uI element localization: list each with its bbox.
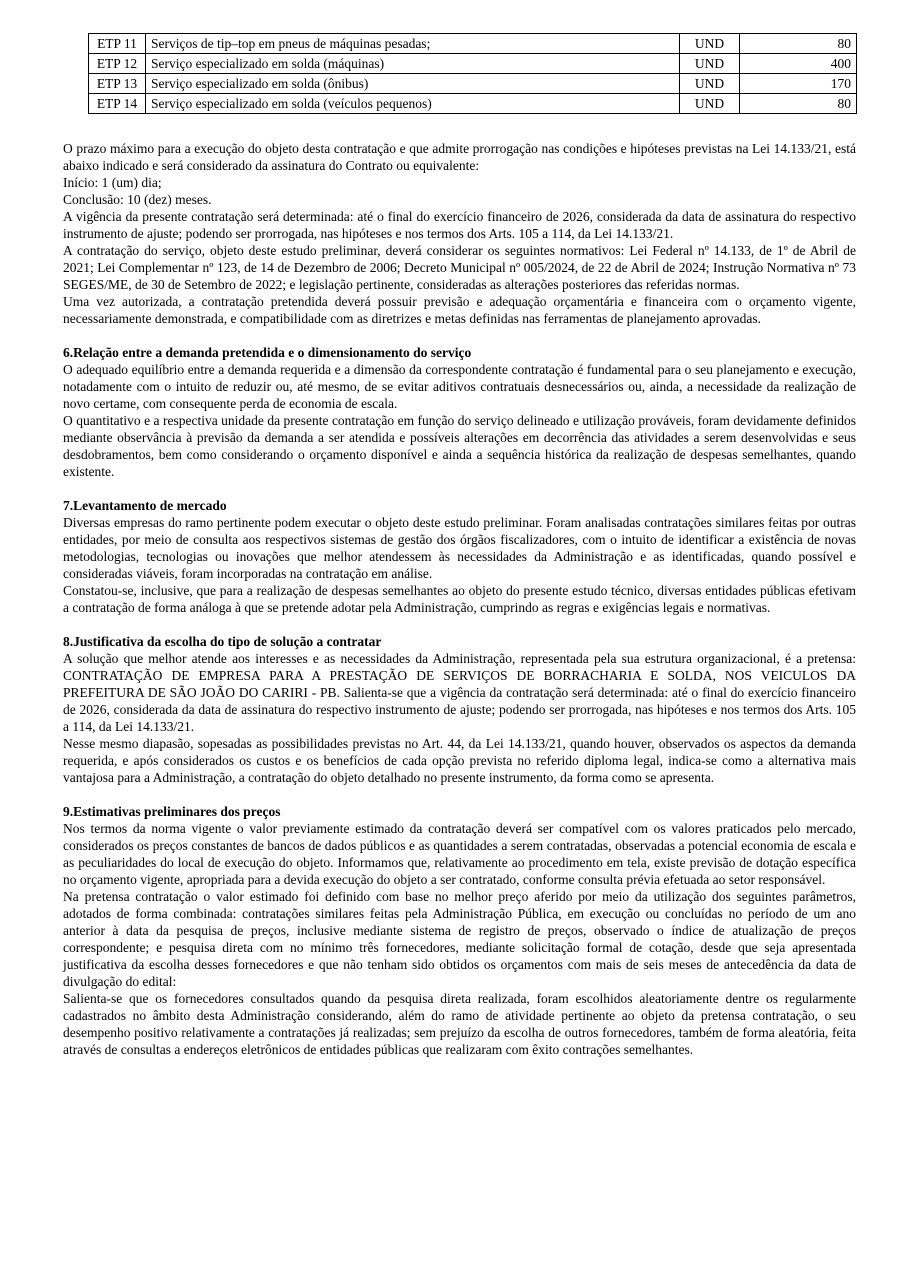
table-row [89, 54, 857, 74]
etp-items-table [88, 33, 857, 114]
cell-item-code: ETP 13 [89, 74, 146, 94]
paragraph: A solução que melhor atende aos interesses e as necessidades da Administração, representada pela sua estrutura organizacional, é a pretensa: CONTRATAÇÃO DE EMPRESA PARA A PRESTAÇÃO DE SERVIÇOS DE BORRACHARIA E SOLDA, NOS VEICULOS DA PREFEITURA DE SÃO JOÃO DO CARIRI - PB. Salienta-se que a vigência da contratação será determinada: até o final do exercício financeiro de 2026, considerada da data de assinatura do respectivo instrumento de ajuste; podendo ser prorrogada, nas hipóteses e nos termos dos Arts. 105 a 114, da Lei 14.133/21. [63, 651, 856, 734]
cell-item-code: ETP 12 [89, 54, 146, 74]
document-body [63, 140, 856, 1058]
table-row [89, 94, 857, 114]
cell-item-code: ETP 14 [89, 94, 146, 114]
cell-unit: UND [680, 54, 740, 74]
paragraph: Nesse mesmo diapasão, sopesadas as possibilidades previstas no Art. 44, da Lei 14.133/21, quando houver, observados os aspectos da demanda requerida, e após considerados os custos e os benefícios de cada opção prevista no referido diploma legal, indica-se como a alternativa mais vantajosa para a Administração, a contratação do objeto detalhado no presente instrumento, da forma como se apresenta. [63, 736, 856, 785]
cell-description: Serviço especializado em solda (ônibus) [146, 74, 680, 94]
section-heading: 9.Estimativas preliminares dos preços [63, 804, 281, 819]
paragraph: Início: 1 (um) dia; [63, 175, 162, 190]
paragraph: Constatou-se, inclusive, que para a realização de despesas semelhantes ao objeto do presente estudo técnico, diversas entidades públicas efetivam a contratação de forma análoga à que se pretende adotar pela Administração, cumprindo as regras e exigências legais e normativas. [63, 583, 856, 615]
cell-quantity: 400 [740, 54, 857, 74]
cell-quantity: 170 [740, 74, 857, 94]
cell-item-code: ETP 11 [89, 34, 146, 54]
cell-unit: UND [680, 74, 740, 94]
paragraph: Diversas empresas do ramo pertinente podem executar o objeto deste estudo preliminar. Foram analisadas contratações similares feitas por outras entidades, por meio de consulta aos respectivos sistemas de gestão dos órgãos fiscalizadores, com o intuito de identificar a existência de novas metodologias, tecnologias ou inovações que melhor atendessem às necessidades da Administração e as identificadas, quando possível e consideradas viáveis, foram incorporadas na contratação em análise. [63, 515, 856, 581]
table-row [89, 74, 857, 94]
paragraph: A vigência da presente contratação será determinada: até o final do exercício financeiro de 2026, considerada da data de assinatura do respectivo instrumento de ajuste; podendo ser prorrogada, nas hipóteses e nos termos dos Arts. 105 a 114, da Lei 14.133/21. [63, 209, 856, 241]
paragraph: Uma vez autorizada, a contratação pretendida deverá possuir previsão e adequação orçamentária e financeira com o orçamento vigente, necessariamente demonstrada, e compatibilidade com as diretrizes e metas definidas nas ferramentas de planejamento aprovadas. [63, 294, 856, 326]
section-heading: 7.Levantamento de mercado [63, 498, 227, 513]
cell-description: Serviço especializado em solda (veículos pequenos) [146, 94, 680, 114]
paragraph: Conclusão: 10 (dez) meses. [63, 192, 212, 207]
cell-unit: UND [680, 34, 740, 54]
cell-description: Serviços de tip–top em pneus de máquinas pesadas; [146, 34, 680, 54]
cell-unit: UND [680, 94, 740, 114]
paragraph: O quantitativo e a respectiva unidade da presente contratação em função do serviço delineado e utilização prováveis, foram devidamente definidos mediante observância à previsão da demanda a ser atendida e possíveis alterações em decorrência das atividades a serem desenvolvidas e seus desdobramentos, bem como considerando o orçamento disponível e ainda a sequência histórica da realização de despesas semelhantes, quando existente. [63, 413, 856, 479]
cell-description: Serviço especializado em solda (máquinas) [146, 54, 680, 74]
paragraph: O prazo máximo para a execução do objeto desta contratação e que admite prorrogação nas condições e hipóteses previstas na Lei 14.133/21, está abaixo indicado e será considerado da assinatura do Contrato ou equivalente: [63, 141, 856, 173]
section-heading: 6.Relação entre a demanda pretendida e o dimensionamento do serviço [63, 345, 472, 360]
section-heading: 8.Justificativa da escolha do tipo de solução a contratar [63, 634, 382, 649]
paragraph: O adequado equilíbrio entre a demanda requerida e a dimensão da correspondente contratação é fundamental para o seu planejamento e execução, notadamente com o intuito de reduzir ou, até mesmo, de se evitar aditivos contratuais desnecessários ou, ainda, a necessidade da realização de novo certame, com consequente perda de economia de escala. [63, 362, 856, 411]
cell-quantity: 80 [740, 34, 857, 54]
cell-quantity: 80 [740, 94, 857, 114]
etp-table-body [89, 34, 857, 114]
paragraph: Salienta-se que os fornecedores consultados quando da pesquisa direta realizada, foram escolhidos aleatoriamente dentre os regularmente cadastrados no âmbito desta Administração considerando, além do ramo de atividade pertinente ao objeto da pretensa contratação, o seu desempenho positivo relativamente a contratações já realizadas; sem prejuízo da escolha de outros fornecedores, também de forma aleatória, feita através de consultas a endereços eletrônicos de entidades públicas que realizaram com êxito contrações semelhantes. [63, 991, 856, 1057]
paragraph: Na pretensa contratação o valor estimado foi definido com base no melhor preço aferido por meio da utilização dos seguintes parâmetros, adotados de forma combinada: contratações similares feitas pela Administração Pública, em execução ou concluídas no período de um ano anterior à data da pesquisa de preços, inclusive mediante sistema de registro de preços, observado o índice de atualização de preços correspondente; e pesquisa direta com no mínimo três fornecedores, mediante solicitação formal de cotação, desde que seja apresentada justificativa da escolha desses fornecedores e que não tenham sido obtidos os orçamentos com mais de seis meses de antecedência da data de divulgação do edital: [63, 889, 856, 989]
table-row [89, 34, 857, 54]
paragraph: A contratação do serviço, objeto deste estudo preliminar, deverá considerar os seguintes normativos: Lei Federal nº 14.133, de 1º de Abril de 2021; Lei Complementar nº 123, de 14 de Dezembro de 2006; Decreto Municipal nº 005/2024, de 22 de Abril de 2024; Instrução Normativa nº 73 SEGES/ME, de 30 de Setembro de 2022; e legislação pertinente, consideradas as alterações posteriores das referidas normas. [63, 243, 856, 292]
paragraph: Nos termos da norma vigente o valor previamente estimado da contratação deverá ser compatível com os valores praticados pelo mercado, considerados os preços constantes de bancos de dados públicos e as quantidades a serem contratadas, observadas a potencial economia de escala e as peculiaridades do local de execução do objeto. Informamos que, relativamente ao procedimento em tela, existe previsão de dotação específica no orçamento vigente, apropriada para a devida execução do objeto a ser contratado, conforme consulta prévia efetuada ao setor responsável. [63, 821, 856, 887]
